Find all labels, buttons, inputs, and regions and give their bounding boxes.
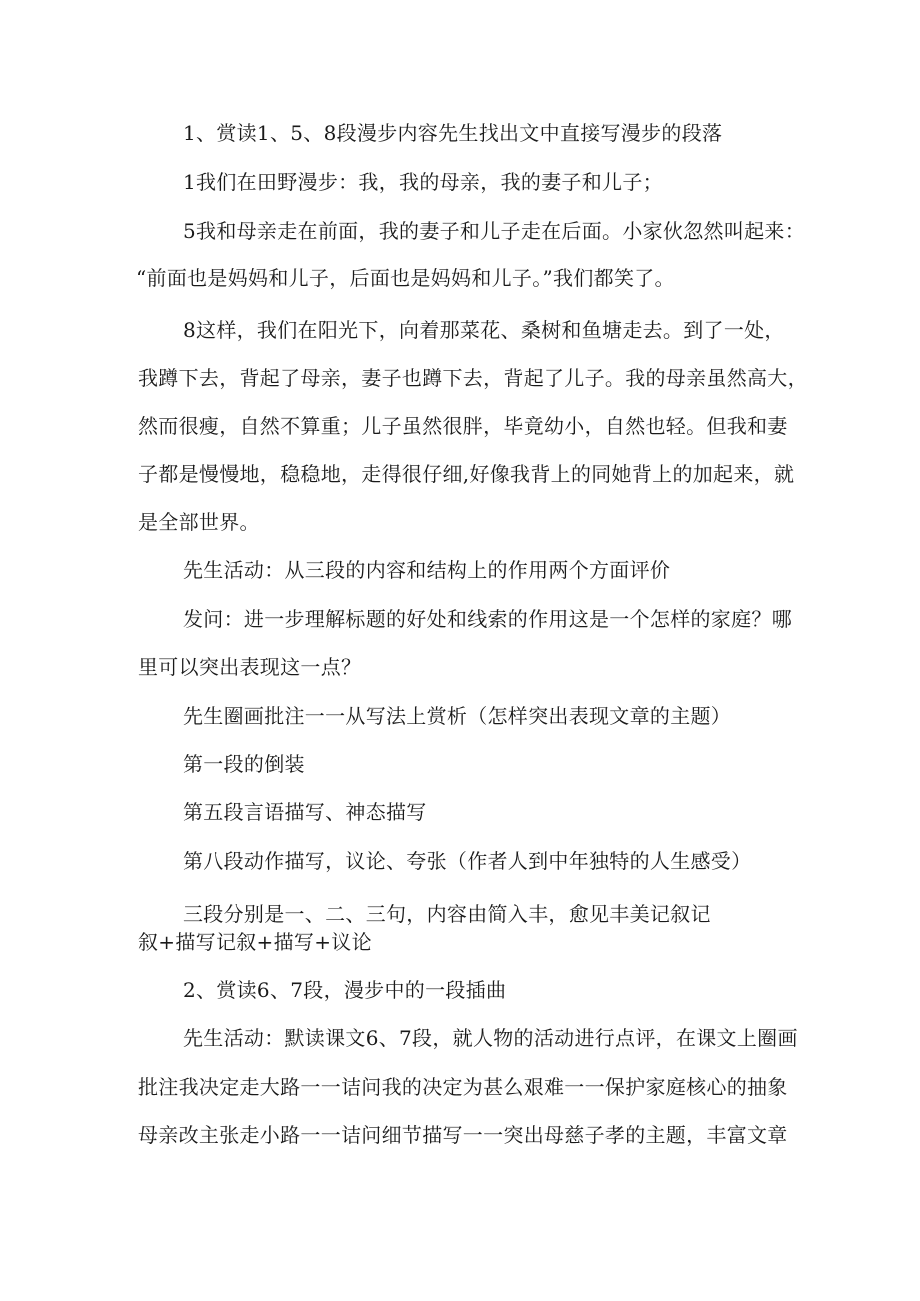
annotation-item-3: 第八段动作描写，议论、夸张（作者人到中年独特的人生感受） [183,849,752,873]
section-heading-1: 1、赏读1、5、8段漫步内容先生找出文中直接写漫步的段落 [183,121,723,145]
quoted-paragraph-5-line-2: “前面也是妈妈和儿子，后面也是妈妈和儿子。”我们都笑了。 [136,266,675,290]
annotation-heading: 先生圈画批注一一从写法上赏析（怎样突出表现文章的主题） [183,704,732,728]
quoted-paragraph-5-line-1: 5我和母亲走在前面，我的妻子和儿子走在后面。小家伙忽然叫起来： [183,219,806,243]
quoted-paragraph-1: 1我们在田野漫步：我，我的母亲，我的妻子和儿子； [183,170,663,194]
question-line-1: 发问：进一步理解标题的好处和线索的作用这是一个怎样的家庭？哪 [183,607,792,631]
quoted-paragraph-8-line-4: 子都是慢慢地，稳稳地，走得很仔细,好像我背上的同她背上的加起来，就 [138,462,795,486]
teacher-activity-1: 先生活动：从三段的内容和结构上的作用两个方面评价 [183,558,671,582]
quoted-paragraph-8-line-3: 然而很瘦，自然不算重；儿子虽然很胖，毕竟幼小，自然也轻。但我和妻 [138,414,788,438]
summary-line-2: 叙+描写记叙+描写+议论 [138,930,372,954]
teacher-activity-2-line-1: 先生活动：默读课文6、7段，就人物的活动进行点评，在课文上圈画 [183,1026,798,1050]
summary-line-1: 三段分别是一、二、三句，内容由简入丰，愈见丰美记叙记 [183,902,711,926]
quoted-paragraph-8-line-1: 8这样，我们在阳光下，向着那菜花、桑树和鱼塘走去。到了一处， [183,318,785,342]
quoted-paragraph-8-line-5: 是全部世界。 [138,510,260,534]
teacher-activity-2-line-2: 批注我决定走大路一一诘问我的决定为甚么艰难一一保护家庭核心的抽象 [138,1075,788,1099]
annotation-item-1: 第一段的倒装 [183,752,305,776]
question-line-2: 里可以突出表现这一点？ [138,655,362,679]
teacher-activity-2-line-3: 母亲改主张走小路一一诘问细节描写一一突出母慈子孝的主题，丰富文章 [138,1123,788,1147]
quoted-paragraph-8-line-2: 我蹲下去，背起了母亲，妻子也蹲下去，背起了儿子。我的母亲虽然高大， [138,366,808,390]
annotation-item-2: 第五段言语描写、神态描写 [183,800,427,824]
section-heading-2: 2、赏读6、7段，漫步中的一段插曲 [183,978,507,1002]
